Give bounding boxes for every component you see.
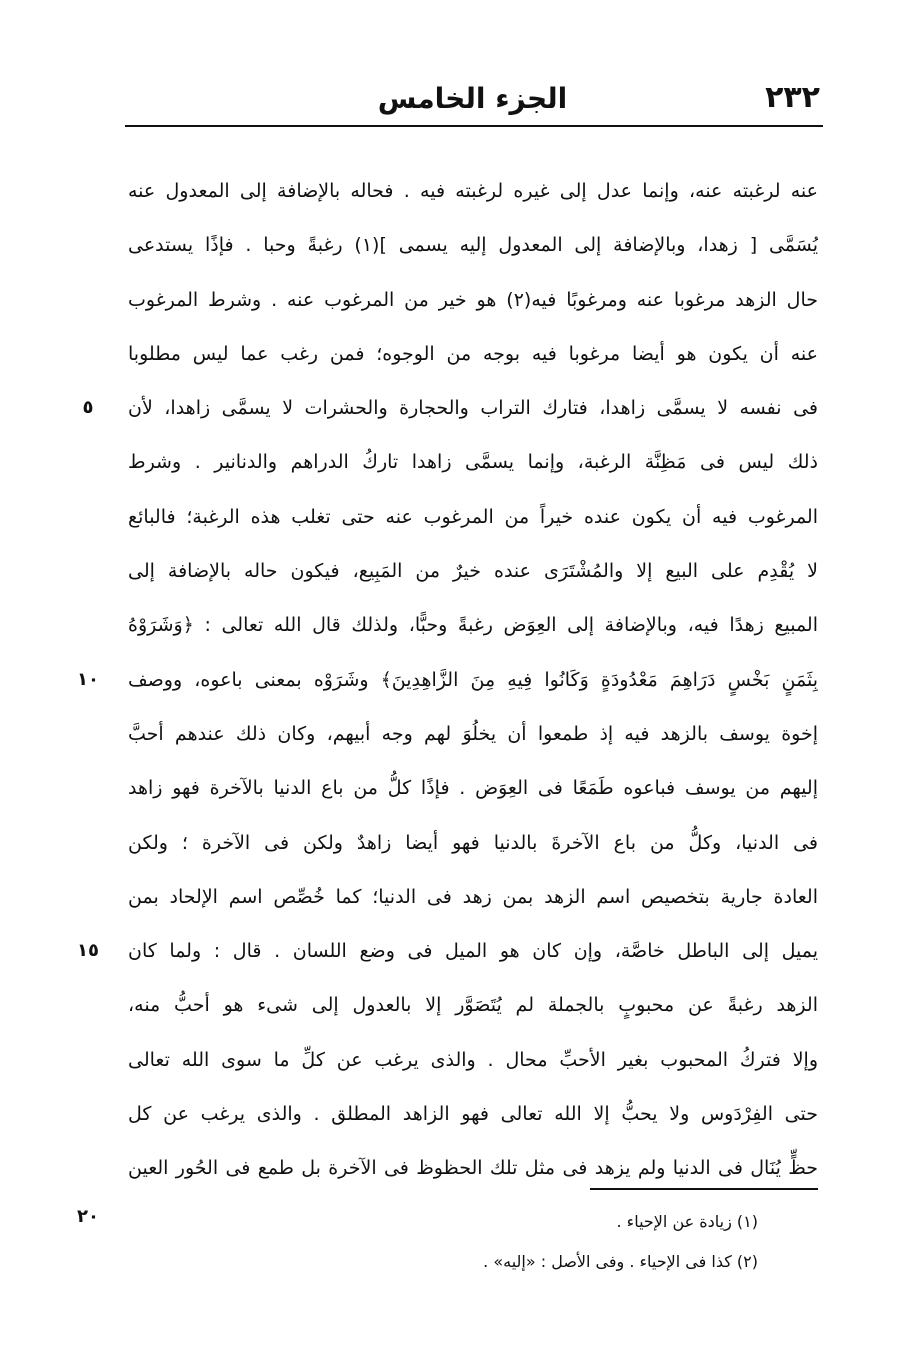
page-number: ٢٣٢ [765, 80, 820, 115]
footnote-1: (١) زيادة عن الإحياء . [616, 1212, 758, 1231]
text-line: عنه أن يكون هو أيضا مرغوبا فيه بوجه من الوجوه؛ فمن رغب عما ليس مطلوبا [128, 342, 818, 365]
text-line: لا يُقْدِم على البيع إلا والمُشْتَرَى عنده خيرٌ من المَبِيع، فيكون حاله بالإضافة إلى [128, 560, 818, 583]
text-line: يُسَمَّى [ زهدا، وبالإضافة إلى المعدول إليه يسمى ](١) رغبةً وحبا . فإذًا يستدعى [128, 234, 818, 257]
line-number-5: ٥ [82, 397, 94, 419]
text-line: إليهم من يوسف فباعوه طَمَعًا فى العِوَض . فإذًا كلُّ من باع الدنيا بالآخرة فهو زاهد [128, 777, 818, 800]
text-line: فى نفسه لا يسمَّى زاهدا، فتارك التراب والحجارة والحشرات لا يسمَّى زاهدا، لأن [128, 397, 818, 420]
footnote-2: (٢) كذا فى الإحياء . وفى الأصل : «إليه» . [483, 1252, 758, 1271]
main-text [128, 164, 818, 1196]
header-rule [125, 125, 823, 127]
line-number-15: ١٥ [77, 940, 99, 962]
text-line: العادة جارية بتخصيص اسم الزهد بمن زهد فى الدنيا؛ كما خُصِّص اسم الإلحاد بمن [128, 885, 818, 908]
text-line: حظٍّ يُنَال فى الدنيا ولم يزهد فى مثل تلك الحظوظ فى الآخرة بل طمع فى الحُور العين [128, 1157, 818, 1180]
page-header [125, 80, 820, 120]
line-number-10: ١٠ [77, 668, 99, 690]
text-line: حال الزهد مرغوبا عنه ومرغوبًا فيه(٢) هو خير من المرغوب عنه . وشرط المرغوب [128, 288, 818, 311]
footnote-rule [590, 1188, 818, 1190]
text-line: بِثَمَنٍ بَخْسٍ دَرَاهِمَ مَعْدُودَةٍ وَكَانُوا فِيهِ مِنَ الزَّاهِدِينَ﴾ وشَرَوْه بمعنى باعوه، ووصف [128, 668, 818, 691]
text-line: وإلا فتركُ المحبوب بغير الأحبِّ محال . والذى يرغب عن كلِّ ما سوى الله تعالى [128, 1048, 818, 1071]
text-line: عنه لرغبته عنه، وإنما عدل إلى غيره لرغبته فيه . فحاله بالإضافة إلى المعدول عنه [128, 180, 818, 202]
text-line: حتى الفِرْدَوس ولا يحبُّ إلا الله تعالى فهو الزاهد المطلق . والذى يرغب عن كل [128, 1103, 818, 1126]
text-line: إخوة يوسف بالزهد فيه إذ طمعوا أن يخلُوَ لهم وجه أبيهم، وكان ذلك عندهم أحبَّ [128, 722, 818, 745]
text-line: المبيع زهدًا فيه، وبالإضافة إلى العِوَض رغبةً وحبًّا، ولذلك قال الله تعالى : ﴿وَشَرَوْهُ [128, 614, 818, 637]
running-title: الجزء الخامس [377, 82, 568, 115]
line-number-20: ٢٠ [77, 1206, 99, 1227]
text-line: ذلك ليس فى مَظِنَّة الرغبة، وإنما يسمَّى زاهدا تاركُ الدراهم والدنانير . وشرط [128, 451, 818, 474]
text-line: المرغوب فيه أن يكون عنده خيراً من المرغوب عنه حتى تغلب هذه الرغبة؛ فالبائع [128, 505, 818, 528]
footnotes [300, 1202, 758, 1282]
text-line: فى الدنيا، وكلُّ من باع الآخرةَ بالدنيا فهو أيضا زاهدٌ ولكن فى الآخرة ؛ ولكن [128, 831, 818, 854]
text-line: يميل إلى الباطل خاصَّة، وإن كان هو الميل فى وضع اللسان . قال : ولما كان [128, 940, 818, 963]
text-line: الزهد رغبةً عن محبوبٍ بالجملة لم يُتَصَوَّر إلا بالعدول إلى شىء هو أحبُّ منه، [128, 994, 818, 1017]
